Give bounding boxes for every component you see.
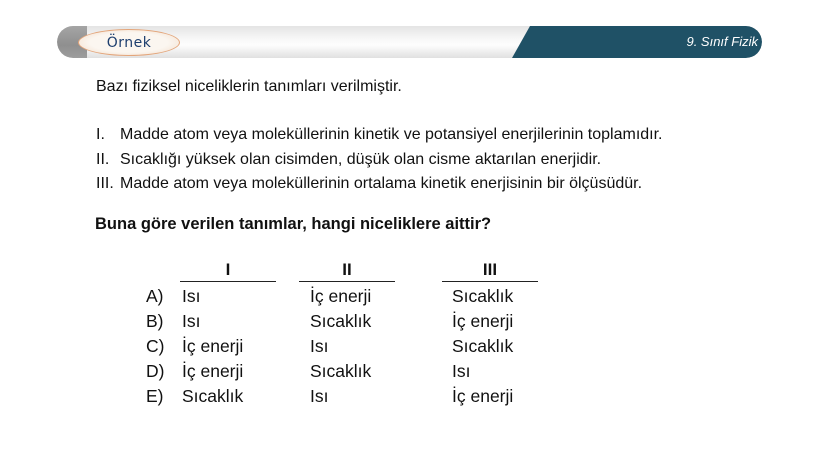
option-label: D) [146,361,165,381]
option-value-i: Isı [182,286,201,306]
option-value-iii: Sıcaklık [452,286,514,306]
option-value-iii: Sıcaklık [452,336,514,356]
statement-item [96,172,663,197]
option-value-i: Isı [182,311,201,331]
option-value-iii: İç enerji [452,311,514,331]
option-value-i: İç enerji [182,361,244,381]
option-label: B) [146,311,164,331]
column-header-ii: II [299,259,395,282]
statement-number: I. [96,126,105,143]
option-value-i: Sıcaklık [182,386,244,406]
example-badge [78,29,180,56]
statement-item [96,148,663,173]
option-label: A) [146,286,164,306]
statement-text: Madde atom veya moleküllerinin kinetik ve potansiyel enerjilerinin toplamıdır. [120,126,663,143]
statement-number: III. [96,175,114,192]
question-prompt: Buna göre verilen tanımlar, hangi niceliklere aittir? [95,215,492,233]
column-header-i: I [180,259,276,282]
option-value-ii: Sıcaklık [310,311,372,331]
option-label: C) [146,336,165,356]
statement-number: II. [96,150,110,168]
option-value-iii: Isı [452,361,471,381]
option-label: E) [146,386,164,406]
option-value-i: İç enerji [182,336,244,356]
option-value-ii: Sıcaklık [310,361,372,381]
statement-list [96,123,663,197]
option-value-ii: İç enerji [310,286,372,306]
statement-text: Sıcaklığı yüksek olan cisimden, düşük olan cisme aktarılan enerjidir. [120,150,602,168]
question-intro: Bazı fiziksel niceliklerin tanımları verilmiştir. [96,78,402,95]
course-title: 9. Sınıf Fizik [686,34,758,49]
example-badge-label: Örnek [106,34,152,51]
option-value-ii: Isı [310,386,329,406]
statement-item [96,123,663,148]
option-value-iii: İç enerji [452,386,514,406]
column-header-iii: III [442,259,538,282]
option-value-ii: Isı [310,336,329,356]
statement-text: Madde atom veya moleküllerinin ortalama kinetik enerjisinin bir ölçüsüdür. [120,175,643,192]
